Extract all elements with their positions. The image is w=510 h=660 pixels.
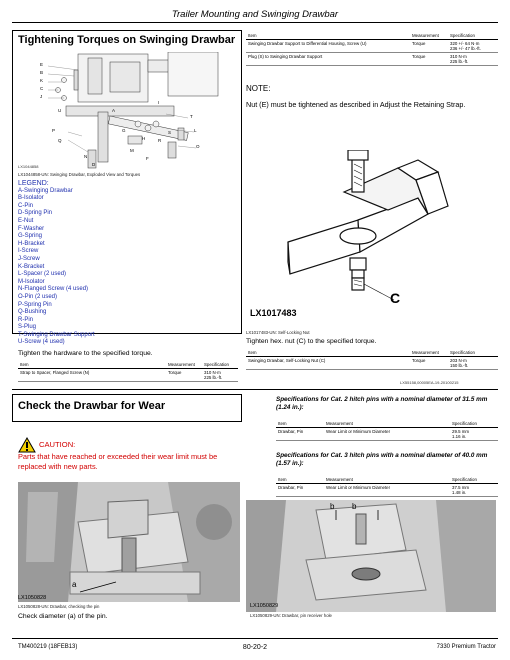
spec2-heading: Specifications for Cat. 3 hitch pins with a nominal diameter of 40.0 mm (1.57 in.): [276, 452, 488, 467]
cell-measurement: Torque [410, 53, 448, 66]
photo1-code: LX1050828 [18, 595, 47, 601]
legend-item: U-Screw (4 used) [18, 339, 65, 346]
legend [18, 180, 238, 347]
col-header-item: Item [276, 420, 324, 428]
caution-text: Parts that have reached or exceeded their wear limit must be replaced with new parts. [18, 452, 218, 471]
right-torque-table [246, 349, 498, 370]
legend-item: P-Spring Pin [18, 301, 52, 308]
running-header: Trailer Mounting and Swinging Drawbar [171, 9, 339, 20]
cell-measurement: Torque [410, 40, 448, 53]
section1-title: Tightening Torques on Swinging Drawbar [18, 34, 236, 46]
exploded-view-caption: LX1044858-UN: Swinging Drawbar, Exploded View and Torques [18, 172, 141, 177]
table-row [246, 53, 498, 66]
legend-item: S-Plug [18, 324, 37, 331]
legend-item: Q-Bushing [18, 309, 47, 316]
table-row [276, 428, 498, 441]
callout-K: K [40, 78, 44, 83]
legend-item: B-Isolator [18, 195, 44, 202]
cell-measurement: Torque [410, 357, 448, 370]
self-locking-nut-code: LX1017483 [250, 308, 297, 318]
torque-instruction: Tighten the hardware to the specified torque. [18, 350, 153, 357]
cell-measurement: Wear Limit or Minimum Diameter [324, 428, 450, 441]
cell-spec: 203 N·m 150 lb.-ft. [448, 357, 498, 370]
legend-title: LEGEND: [18, 180, 49, 187]
self-locking-nut-instruction: Tighten hex. nut (C) to the specified torque. [246, 338, 377, 345]
top-torque-table [246, 32, 498, 66]
callout-D: D [92, 162, 96, 167]
cell-spec: 310 N·m 225 lb.-ft. [448, 53, 498, 66]
col-header-item: Item [246, 349, 410, 357]
footer-doc-id: TM400219 (18FEB13) [18, 644, 78, 650]
drawbar-receiver-photo [246, 500, 496, 612]
footer-rule [12, 638, 498, 639]
exploded-view-callouts [18, 52, 238, 174]
callout-H: H [142, 136, 146, 141]
col-header-measurement: Measurement [166, 361, 202, 369]
col-header-item: Item [246, 32, 410, 40]
cell-item: Swinging Drawbar, Self-Locking Nut (C) [246, 357, 410, 370]
legend-item: C-Pin [18, 202, 34, 209]
photo1-callout-a: a [72, 580, 77, 589]
callout-T: T [190, 114, 193, 119]
callout-F: F [146, 156, 149, 161]
col-header-measurement: Measurement [410, 349, 448, 357]
cell-item: Strap to Spacer, Flanged Screw (N) [18, 369, 166, 382]
legend-item: M-Isolator [18, 278, 45, 285]
legend-item: F-Washer [18, 225, 45, 232]
legend-item: N-Flanged Screw (4 used) [18, 286, 89, 293]
callout-R: R [158, 138, 162, 143]
callout-S: S [168, 130, 172, 135]
callout-C: C [40, 86, 44, 91]
table-row [276, 484, 498, 497]
photo2-caption: LX1050829-UN: Drawbar, pin receiver hole [250, 613, 332, 618]
callout-U: U [58, 108, 62, 113]
photo2-callout-b2: b [352, 502, 357, 511]
cell-item: Swinging Drawbar Support to Differential Housing, Screw (U) [246, 40, 410, 53]
cell-spec: 320 +/- 64 N·m 236 +/- 47 lb.-ft. [448, 40, 498, 53]
legend-item: J-Screw [18, 255, 40, 262]
cell-item: Plug (S) to Swinging Drawbar Support [246, 53, 410, 66]
callout-A: A [112, 108, 116, 113]
legend-item: I-Screw [18, 248, 39, 255]
page-number: 80-20-2 [242, 644, 268, 651]
section-divider [12, 389, 498, 390]
caution-label: CAUTION: [39, 440, 76, 449]
spec1-table [276, 420, 498, 441]
callout-B: B [40, 70, 44, 75]
legend-item: H-Bracket [18, 240, 45, 247]
cell-measurement: Torque [166, 369, 202, 382]
caution-icon [18, 437, 36, 453]
note-text: Nut (E) must be tightened as described in Adjust the Retaining Strap. [246, 100, 466, 109]
table-row [18, 369, 238, 382]
callout-O: O [196, 144, 200, 149]
col-header-specification: Specification [450, 420, 498, 428]
spec2-table [276, 476, 498, 497]
col-header-measurement: Measurement [324, 420, 450, 428]
photo1-caption: LX1050828-UN: Drawbar, checking the pin [18, 604, 100, 609]
callout-P: P [52, 128, 56, 133]
callout-L: L [194, 128, 197, 133]
col-header-item: Item [276, 476, 324, 484]
cell-item: Drawbar, Pin [276, 484, 324, 497]
photo2-callout-b1: b [330, 502, 335, 511]
callout-E: E [40, 62, 44, 67]
callout-G: G [122, 128, 126, 133]
legend-item: D-Spring Pin [18, 210, 53, 217]
callout-J: J [40, 94, 43, 99]
header-rule [12, 22, 498, 23]
drawbar-pin-photo [18, 482, 240, 602]
section2-title: Check the Drawbar for Wear [18, 400, 166, 412]
legend-item: K-Bracket [18, 263, 45, 270]
legend-item: E-Nut [18, 217, 34, 224]
note-label: NOTE: [246, 84, 271, 93]
doc-code: LX55158,00005EA-19-20100215 [400, 380, 459, 385]
legend-item: G-Spring [18, 233, 43, 240]
self-locking-nut-illustration [248, 150, 498, 320]
legend-item: L-Spacer (2 used) [18, 271, 67, 278]
col-header-specification: Specification [448, 349, 498, 357]
legend-item: A-Swinging Drawbar [18, 187, 73, 194]
col-header-specification: Specification [202, 361, 238, 369]
col-header-measurement: Measurement [324, 476, 450, 484]
callout-C-large: C [390, 290, 401, 306]
spec1-heading: Specifications for Cat. 2 hitch pins with a nominal diameter of 31.5 mm (1.24 in.): [276, 396, 488, 411]
col-header-measurement: Measurement [410, 32, 448, 40]
photo1-instruction: Check diameter (a) of the pin. [18, 613, 108, 620]
footer-product: 7330 Premium Tractor [436, 644, 496, 650]
callout-Q: Q [58, 138, 62, 143]
table-row [246, 357, 498, 370]
callout-N: N [84, 154, 88, 159]
table-row [246, 40, 498, 53]
legend-item: T-Swinging Drawbar Support [18, 331, 95, 338]
col-header-item: Item [18, 361, 166, 369]
cell-measurement: Wear Limit or Minimum Diameter [324, 484, 450, 497]
left-torque-table [18, 361, 238, 382]
cell-spec: 29.5 mm 1.16 in. [450, 428, 498, 441]
cell-item: Drawbar, Pin [276, 428, 324, 441]
cell-spec: 310 N·m 225 lb.-ft. [202, 369, 238, 382]
col-header-specification: Specification [450, 476, 498, 484]
cell-spec: 37.5 mm 1.48 in. [450, 484, 498, 497]
callout-I: I [158, 100, 160, 105]
callout-M: M [130, 148, 134, 153]
self-locking-nut-caption: LX1017483-UN: Self-Locking Nut [246, 330, 310, 335]
exploded-view-code: LX1044858 [18, 164, 39, 169]
legend-item: O-Pin (2 used) [18, 293, 58, 300]
photo2-code: LX1050829 [250, 603, 279, 609]
legend-item: R-Pin [18, 316, 34, 323]
col-header-specification: Specification [448, 32, 498, 40]
